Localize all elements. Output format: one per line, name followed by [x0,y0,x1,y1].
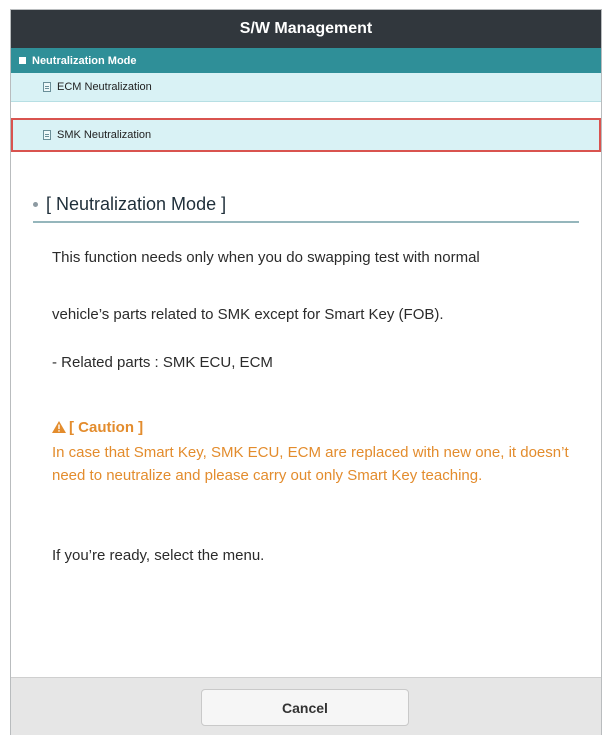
description-line-2: vehicle’s parts related to SMK except for Smart Key (FOB). [52,306,444,323]
menu-item-smk-neutralization[interactable] [11,118,601,152]
sw-management-window [10,9,602,735]
footer-bar [11,677,601,735]
menu-item-label: ECM Neutralization [57,81,152,93]
section-title-text: [ Neutralization Mode ] [46,194,227,214]
caution-title-text: [ Caution ] [69,419,144,436]
menu-header-label: Neutralization Mode [32,54,137,67]
window-title: S/W Management [11,10,601,48]
related-parts-text: - Related parts : SMK ECU, ECM [52,354,273,371]
ready-instruction: If you’re ready, select the menu. [52,547,265,564]
caution-title [52,419,143,436]
section-title [33,188,579,223]
document-icon [43,130,51,140]
description-line-1: This function needs only when you do swapping test with normal [52,249,480,266]
warning-icon [52,421,66,433]
square-bullet-icon [19,57,26,64]
menu-item-label: SMK Neutralization [57,129,152,141]
menu-header [11,48,601,73]
caution-text: In case that Smart Key, SMK ECU, ECM are replaced with new one, it doesn’t need to neutralize and please carry out only Smart Key teaching. [52,444,569,484]
menu-item-ecm-neutralization[interactable] [11,73,601,102]
document-icon [43,82,51,92]
dot-bullet-icon [33,202,38,207]
cancel-button[interactable]: Cancel [201,689,409,726]
